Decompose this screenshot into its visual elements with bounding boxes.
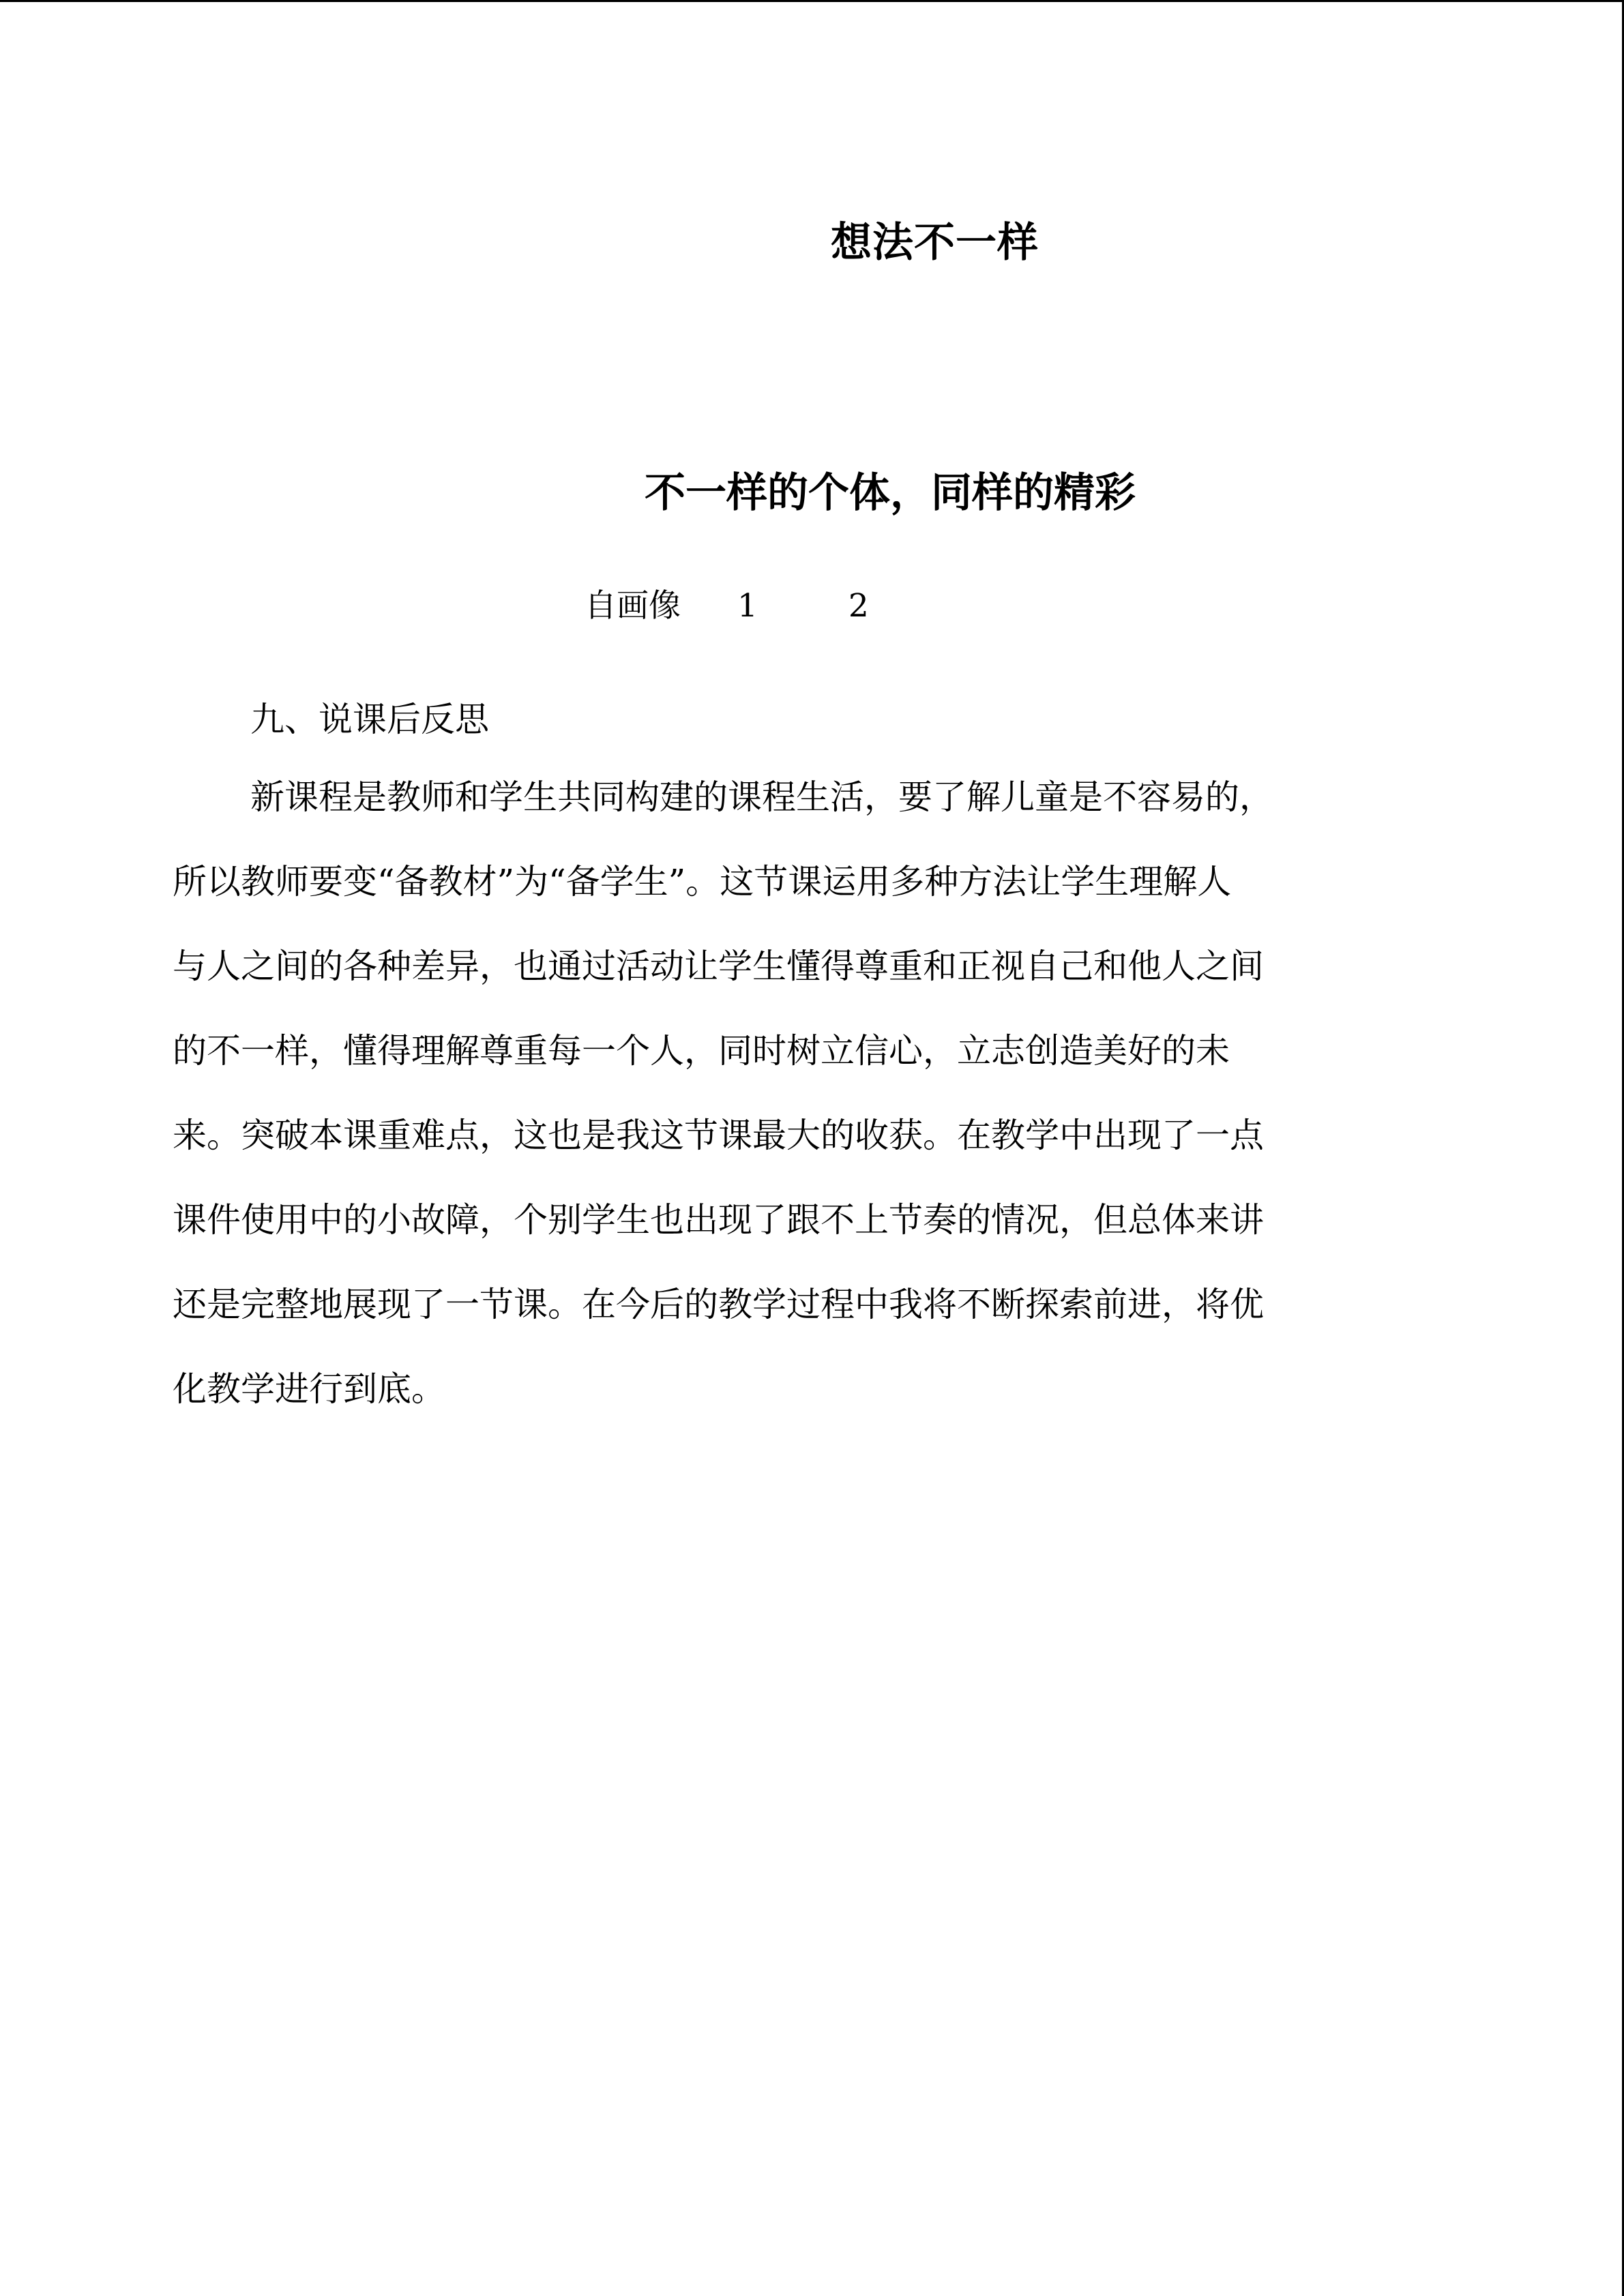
image-caption-row <box>585 580 869 626</box>
paragraph-line: 的不一样，懂得理解尊重每一个人，同时树立信心，立志创造美好的未 <box>173 1031 1230 1071</box>
paragraph-line: 化教学进行到底。 <box>173 1369 445 1409</box>
paragraph-line: 所以教师要变“备教材”为“备学生”。这节课运用多种方法让学生理解人 <box>173 862 1232 901</box>
reflection-paragraph <box>173 777 1441 1453</box>
caption-number-2: 2 <box>848 587 869 625</box>
caption-number-1: 1 <box>737 587 758 625</box>
document-subtitle: 不一样的个体，同样的精彩 <box>645 469 1136 517</box>
document-title: 想法不一样 <box>831 219 1039 267</box>
caption-label: 自画像 <box>585 587 681 625</box>
paragraph-line: 还是完整地展现了一节课。在今后的教学过程中我将不断探索前进，将优 <box>173 1285 1264 1324</box>
paragraph-line: 新课程是教师和学生共同构建的课程生活，要了解儿童是不容易的， <box>250 777 1273 817</box>
paragraph-line: 课件使用中的小故障，个别学生也出现了跟不上节奏的情况，但总体来讲 <box>173 1200 1264 1240</box>
paragraph-line: 来。突破本课重难点，这也是我这节课最大的收获。在教学中出现了一点 <box>173 1116 1264 1155</box>
paragraph-line: 与人之间的各种差异，也通过活动让学生懂得尊重和正视自己和他人之间 <box>173 946 1264 986</box>
section-heading: 九、说课后反思 <box>250 700 489 739</box>
